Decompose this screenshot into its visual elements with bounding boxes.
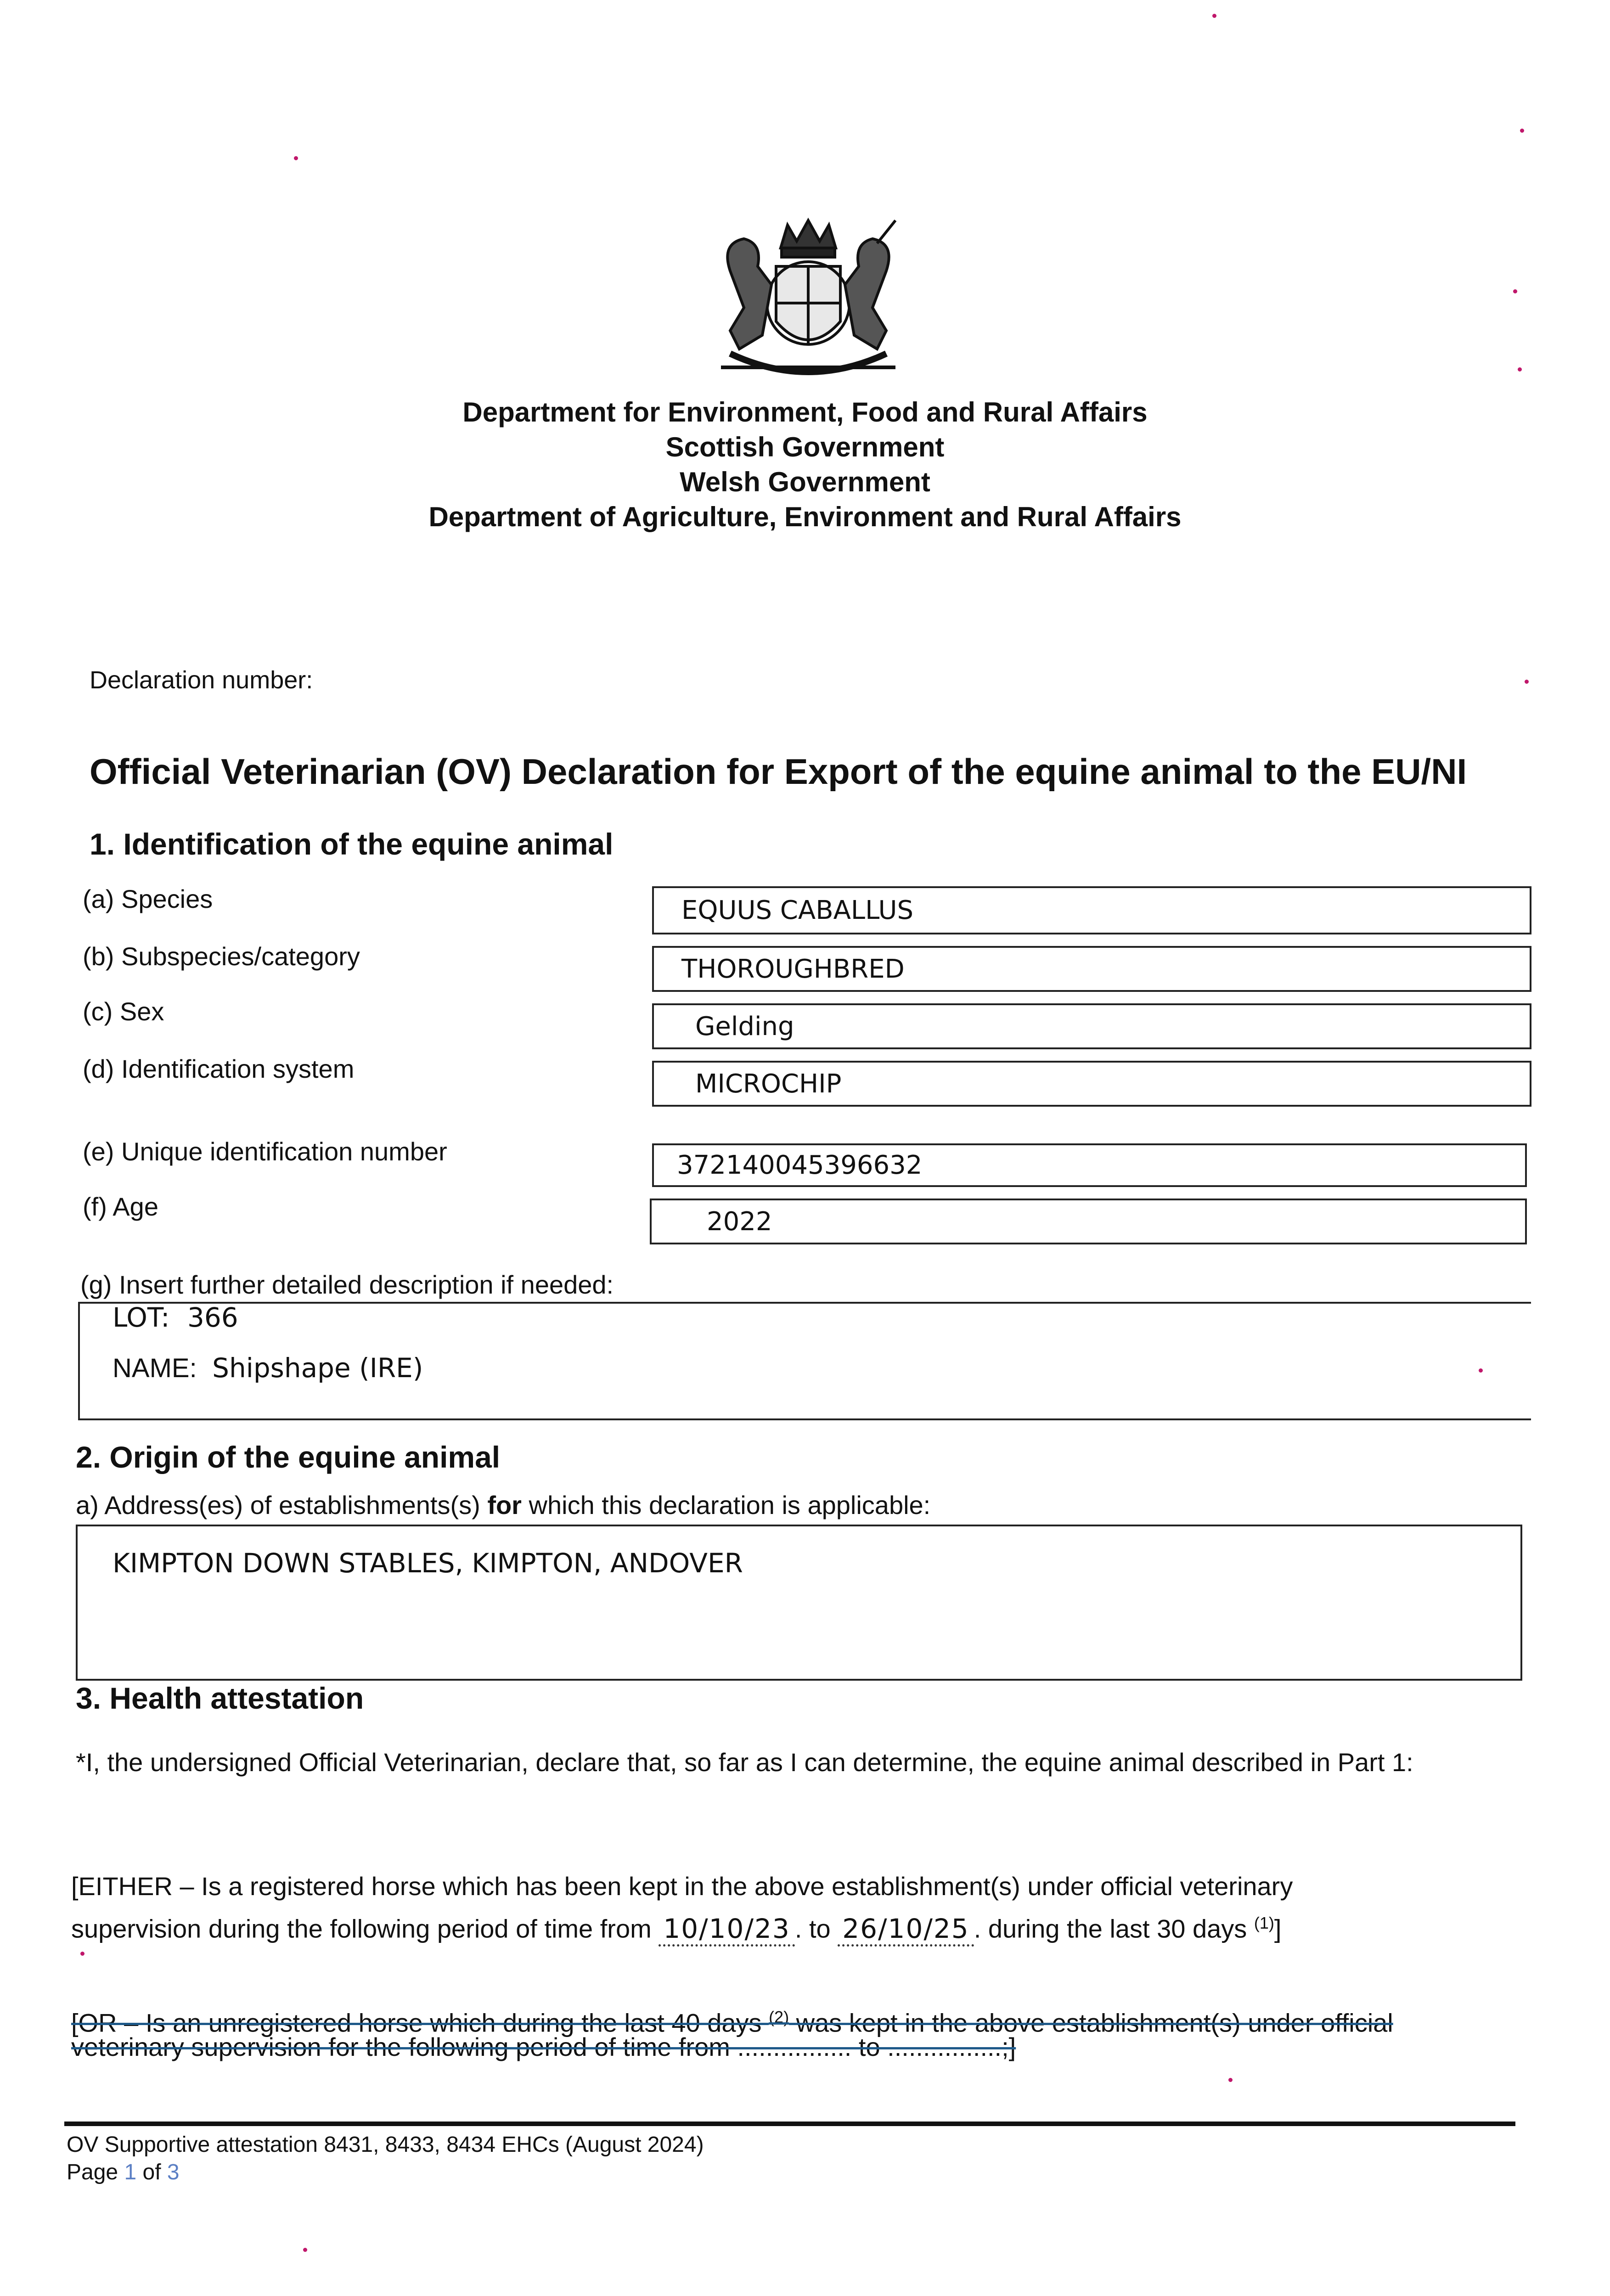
address-label-post: which this declaration is applicable:	[521, 1491, 931, 1519]
scan-speck	[1228, 2078, 1233, 2082]
sex-field	[652, 1003, 1531, 1049]
subspecies-field	[652, 946, 1531, 992]
sex-value: Gelding	[695, 1011, 794, 1041]
either-line-2-post: during the last 30 days	[988, 1914, 1247, 1943]
footer-text: OV Supportive attestation 8431, 8433, 8434 EHCs (August 2024)	[67, 2133, 704, 2157]
scan-speck	[80, 1952, 84, 1956]
page-indicator	[67, 2158, 180, 2187]
species-value: EQUUS CABALLUS	[681, 895, 914, 925]
lot-value: 366	[187, 1302, 238, 1333]
org-welsh-government: Welsh Government	[680, 467, 930, 497]
age-field	[650, 1199, 1527, 1244]
species-field	[652, 886, 1531, 934]
org-defra: Department for Environment, Food and Rural Affairs	[462, 397, 1148, 428]
age-label: (f) Age	[83, 1192, 158, 1221]
org-scottish-government: Scottish Government	[665, 432, 945, 462]
royal-coat-of-arms-icon	[703, 216, 914, 390]
of-word: of	[142, 2160, 161, 2184]
scan-speck	[1212, 14, 1216, 18]
id-system-value: MICROCHIP	[695, 1069, 842, 1099]
address-label-bold: for	[487, 1491, 522, 1519]
age-value: 2022	[707, 1206, 772, 1237]
scan-speck	[1520, 129, 1524, 133]
org-daera: Department of Agriculture, Environment and Rural Affairs	[428, 501, 1182, 532]
scan-speck	[303, 2248, 307, 2252]
name-line	[113, 1352, 423, 1384]
to-word: to	[809, 1914, 831, 1943]
footer-rule	[64, 2122, 1515, 2126]
uid-value: 372140045396632	[677, 1150, 923, 1180]
or-line-1-post: was kept in the above establishment(s) under official	[796, 2008, 1393, 2037]
page-title: Official Veterinarian (OV) Declaration for Export of the equine animal to the EU/NI	[90, 751, 1467, 792]
sex-label: (c) Sex	[83, 997, 164, 1026]
address-label	[76, 1490, 930, 1520]
either-line-2: supervision during the following period of time from 10/10/23 . to 26/10/25 . during the last 30 days $^{(1)}$]	[71, 1906, 1281, 1947]
section-3-heading: 3. Health attestation	[76, 1681, 364, 1715]
section-1-heading: 1. Identification of the equine animal	[90, 827, 614, 861]
scan-speck	[294, 156, 298, 160]
id-system-field	[652, 1061, 1531, 1107]
section-2-heading: 2. Origin of the equine animal	[76, 1440, 501, 1474]
page-word: Page	[67, 2160, 118, 2184]
description-label: (g) Insert further detailed description if needed:	[80, 1270, 614, 1299]
name-label: NAME:	[113, 1353, 197, 1383]
lot-line	[113, 1302, 238, 1333]
page-total: 3	[167, 2160, 180, 2184]
scan-speck	[1518, 367, 1522, 371]
date-to-value: 26/10/25	[838, 1913, 974, 1947]
or-line-1-pre: [OR – Is an unregistered horse which during the last 40 days	[71, 2008, 762, 2037]
address-label-pre: a) Address(es) of establishments(s)	[76, 1491, 488, 1519]
scan-speck	[1525, 680, 1529, 684]
uid-label: (e) Unique identification number	[83, 1137, 447, 1166]
subspecies-value: THOROUGHBRED	[681, 954, 905, 984]
id-system-label: (d) Identification system	[83, 1054, 355, 1083]
scan-speck	[1513, 289, 1517, 293]
date-from-value: 10/10/23	[659, 1913, 795, 1947]
uid-field	[652, 1143, 1527, 1187]
health-intro: *I, the undersigned Official Veterinarian, declare that, so far as I can determine, the equine animal described in Part 1:	[76, 1748, 1413, 1777]
declaration-number-label: Declaration number:	[90, 666, 313, 694]
footnote-2: (2)	[769, 2008, 789, 2026]
page-current: 1	[124, 2160, 137, 2184]
or-line-2: veterinary supervision for the following period of time from ................ to ................;]	[71, 2032, 1016, 2061]
address-value: KIMPTON DOWN STABLES, KIMPTON, ANDOVER	[113, 1548, 743, 1579]
either-line-1: [EITHER – Is a registered horse which has been kept in the above establishment(s) under official veterinary	[71, 1872, 1293, 1901]
name-value: Shipshape (IRE)	[212, 1352, 423, 1384]
scan-speck	[1479, 1368, 1483, 1373]
lot-label: LOT:	[113, 1302, 170, 1333]
either-line-2-pre: supervision during the following period of time from	[71, 1914, 652, 1943]
subspecies-label: (b) Subspecies/category	[83, 942, 360, 971]
footnote-1: (1)	[1254, 1913, 1274, 1932]
species-label: (a) Species	[83, 884, 213, 913]
